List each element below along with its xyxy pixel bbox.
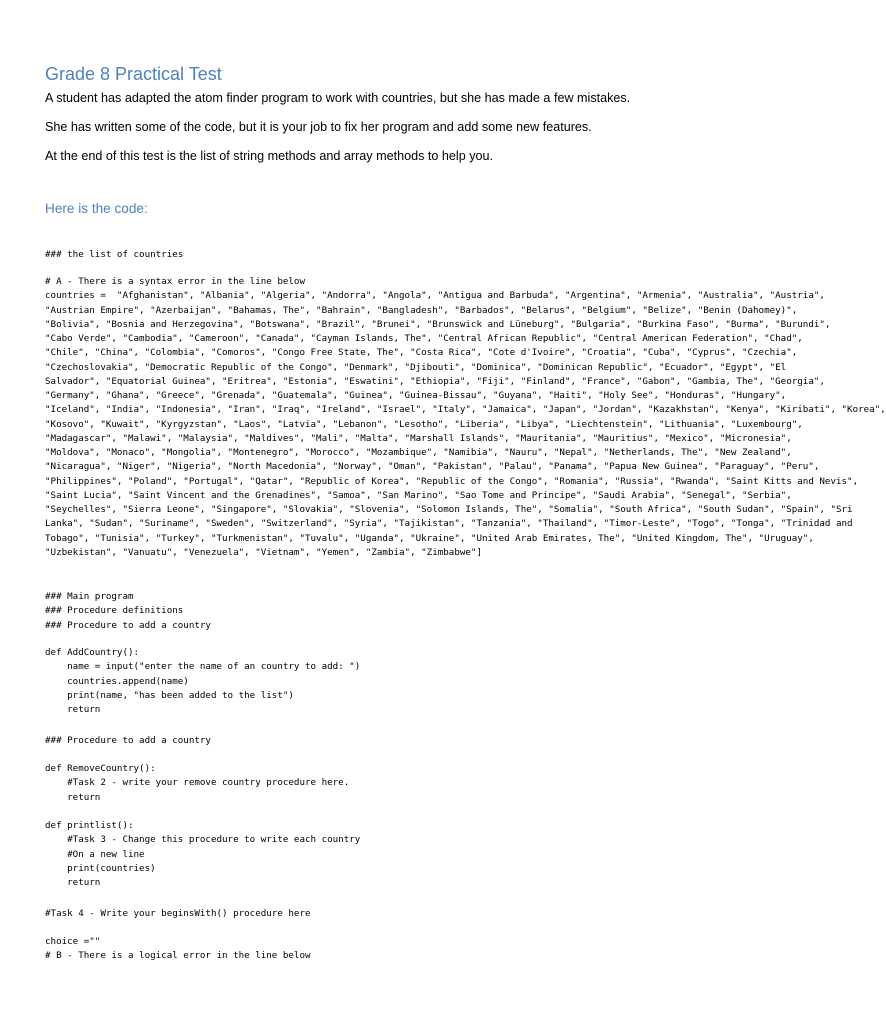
code-comment-add-country: ### Procedure to add a country (45, 735, 211, 746)
code-task4-comment: #Task 4 - Write your beginsWith() procedure here (45, 908, 311, 919)
code-remove-country-procedure: def RemoveCountry(): #Task 2 - write your remove country procedure here. return (45, 763, 350, 803)
code-subheading: Here is the code: (45, 201, 148, 216)
intro-paragraph-3: At the end of this test is the list of string methods and array methods to help you. (45, 149, 494, 163)
code-printlist-procedure: def printlist(): #Task 3 - Change this procedure to write each country #On a new line print(countries) return (45, 820, 361, 888)
code-add-country-procedure: def AddCountry(): name = input("enter the name of an country to add: ") countries.append(name) print(name, "has been added to the list") return (45, 647, 361, 715)
code-comment-country-list: ### the list of countries (45, 249, 184, 260)
page-title: Grade 8 Practical Test (45, 64, 222, 84)
code-choice-variable: choice ="" # B - There is a logical error in the line below (45, 936, 311, 962)
code-main-program-comments: ### Main program ### Procedure definitions ### Procedure to add a country (45, 591, 211, 631)
intro-paragraph-1: A student has adapted the atom finder program to work with countries, but she has made a few mistakes. (45, 91, 631, 105)
intro-paragraph-2: She has written some of the code, but it is your job to fix her program and add some new features. (45, 120, 592, 134)
code-countries-array: # A - There is a syntax error in the line below countries = "Afghanistan", "Albania", "Algeria", "Andorra", "Angola", "Antigua and Barbuda", "Argentina", "Armenia", "Australia", "Austria", "Austrian Empire", "Azerbaijan", "Bahamas, The", "Bahrain", "Bangladesh", "Barbados", "Belarus", "Belgium", "Belize", "Benin (Dahomey)", "Bolivia", "Bosnia and Herzegovina", "Botswana", "Brazil", "Brunei", "Brunswick and Lüneburg", "Bulgaria", "Burkina Faso", "Burma", "Burundi", "Cabo Verde", "Cambodia", "Cameroon", "Canada", "Cayman Islands, The", "Central African Republic", "Central American Federation", "Chad", "Chile", "China", "Colombia", "Comoros", "Congo Free State, The", "Costa Rica", "Cote d'Ivoire", "Croatia", "Cuba", "Cyprus", "Czechia", "Czechoslovakia", "Democratic Republic of the Congo", "Denmark", "Djibouti", "Dominica", "Dominican Republic", "Ecuador", "Egypt", "El Salvador", "Equatorial Guinea", "Eritrea", "Estonia", "Eswatini", "Ethiopia", "Fiji", "Finland", "France", "Gabon", "Gambia, The", "Georgia", "Germany", "Ghana", "Greece", "Grenada", "Guatemala", "Guinea", "Guinea-Bissau", "Guyana", "Haiti", "Holy See", "Honduras", "Hungary", "Iceland", "India", "Indonesia", "Iran", "Iraq", "Ireland", "Israel", "Italy", "Jamaica", "Japan", "Jordan", "Kazakhstan", "Kenya", "Kiribati", "Korea", "Kosovo", "Kuwait", "Kyrgyzstan", "Laos", "Latvia", "Lebanon", "Lesotho", "Liberia", "Libya", "Liechtenstein", "Lithuania", "Luxembourg", "Madagascar", "Malawi", "Malaysia", "Maldives", "Mali", "Malta", "Marshall Islands", "Mauritania", "Mauritius", "Mexico", "Micronesia", "Moldova", "Monaco", "Mongolia", "Montenegro", "Morocco", "Mozambique", "Namibia", "Nauru", "Nepal", "Netherlands, The", "New Zealand", "Nicaragua", "Niger", "Nigeria", "North Macedonia", "Norway", "Oman", "Pakistan", "Palau", "Panama", "Papua New Guinea", "Paraguay", "Peru", "Philippines", "Poland", "Portugal", "Qatar", "Republic of Korea", "Republic of the Congo", "Romania", "Russia", "Rwanda", "Saint Kitts and Nevis", "Saint Lucia", "Saint Vincent and the Grenadines", "Samoa", "San Marino", "Sao Tome and Principe", "Saudi Arabia", "Senegal", "Serbia", "Seychelles", "Sierra Leone", "Singapore", "Slovakia", "Slovenia", "Solomon Islands, The", "Somalia", "South Africa", "South Sudan", "Spain", "Sri Lanka", "Sudan", "Suriname", "Sweden", "Switzerland", "Syria", "Tajikistan", "Tanzania", "Thailand", "Timor-Leste", "Togo", "Tonga", "Trinidad and Tobago", "Tunisia", "Turkey", "Turkmenistan", "Tuvalu", "Uganda", "Ukraine", "United Arab Emirates, The", "United Kingdom, The", "Uruguay", "Uzbekistan", "Vanuatu", "Venezuela", "Vietnam", "Yemen", "Zambia", "Zimbabwe"] (45, 276, 886, 558)
